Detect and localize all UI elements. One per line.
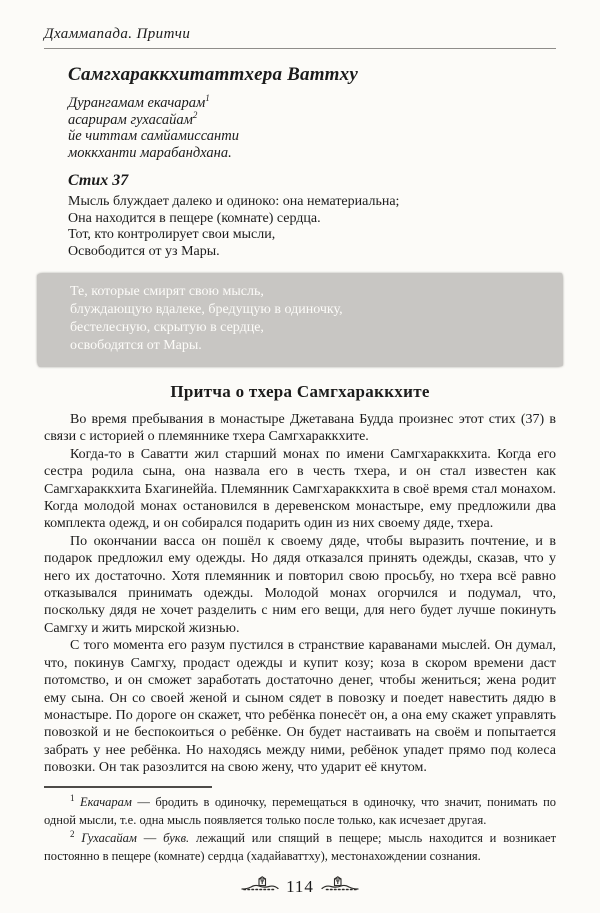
quote-line: бестелесную, скрытую в сердце, (70, 320, 264, 335)
footnote (44, 829, 556, 865)
paragraph: По окончании васса он пошёл к своему дяде, чтобы выразить почтение, и в подарок предложил ему одежды. Но дядя отказался принять одежды, сказав, что у него их достаточно. Хотя племянник и повторил свою просьбу, но тхера всё равно отказывался принимать одежды. Молодой монах огорчился и подумал, что, поскольку дядя не хочет разделить с ним его вещи, для него будет лучше покинуть Самгху и жить мирской жизнью. (44, 533, 556, 636)
verse-translation (68, 194, 556, 260)
footer-ornament-right-icon (321, 876, 359, 897)
footnote (44, 793, 556, 829)
pali-line-text: йе читтам самйамиссанти (68, 128, 239, 144)
footnote-divider (44, 786, 212, 788)
footer-ornament-left-icon (241, 876, 279, 897)
pali-line (68, 95, 556, 112)
footnote-lit-label: букв. (163, 830, 190, 845)
pali-line (68, 109, 556, 129)
page-number: 114 (286, 876, 314, 896)
footnote-dash: — (137, 794, 150, 809)
paragraph: Когда-то в Саватти жил старший монах по имени Самгхараккхита. Когда его сестра родила сына, она назвала его в честь тхера, и он стал известен как Самгхараккхита Бхагинеййа. Племянник Самгхараккхита в своё время стал монахом. Когда молодой монах остановился в деревенском монастыре, ему предложили два комплекта одежд, и он собирался подарить один из них своему дяде, тхера. (44, 446, 556, 532)
paragraph: С того момента его разум пустился в странствие караванами мыслей. Он думал, что, покинув Самгху, продаст одежды и купит козу; коза в скором времени даст потомство, и он сможет заработать достаточно денег, чтобы жениться; жена родит ему сына. Он со своей женой и сыном сядет в повозку и поедет навестить дядю в монастыре. По дороге он скажет, что ребёнка понесёт он, а она ему скажет управлять повозкой и не беспокоиться о ребёнке. Он будет настаивать на своём и попытается забрать у нее ребёнка. Но находясь между ними, ребёнок упадет прямо под колеса повозки. Он так разозлится на свою жену, что ударит её кнутом. (44, 638, 556, 776)
footnote-term: Гухасайам (81, 830, 137, 845)
translation-line: Мысль блуждает далеко и одиноко: она нематериальна; (68, 194, 400, 209)
translation-line: Тот, кто контролирует свои мысли, (68, 227, 276, 242)
footnote-marker: 2 (70, 828, 75, 839)
footnote-text: бродить в одиночку, перемещаться в одиночку, что значит, понимать по одной мысли, т.е. одна мысль появляется только после только, как исчезает другая. (44, 794, 557, 827)
quote-line: Те, которые смирят свою мысль, (70, 284, 264, 299)
alternate-translation-box (37, 273, 563, 367)
verse-number-heading: Стих 37 (68, 172, 129, 189)
quote-line: блуждающую вдалеке, бредущую в одиночку, (70, 302, 343, 317)
pali-line-text: моккханти марабандхана. (68, 144, 232, 161)
translation-line: Она находится в пещере (комнате) сердца. (68, 210, 321, 226)
quote-line: освободятся от Мары. (70, 338, 202, 353)
chapter-title: Самгхараккхитаттхера Ваттху (68, 64, 358, 85)
footnote-dash: — (143, 830, 157, 845)
pali-verse (68, 95, 556, 161)
page-footer (44, 876, 556, 899)
footnote-term: Екачарам (79, 794, 132, 809)
footnote-text: лежащий или спящий в пещере; мысль находится и возникает постоянно в пещере (комнате) сердца (хадайаваттху), местонахождении сознания. (44, 830, 557, 863)
pali-line-text: асарирам гухасайам (68, 111, 193, 128)
translation-line: Освободится от уз Мары. (68, 243, 220, 259)
footnote-ref-2: 2 (192, 109, 198, 120)
pali-line-text: Дурангамам екачарам (68, 95, 206, 111)
story-body (44, 411, 556, 777)
footnote-ref-1: 1 (205, 93, 210, 104)
paragraph: Во время пребывания в монастыре Джетавана Будда произнес этот стих (37) в связи с историей о племяннике тхера Самгхараккхите. (44, 412, 556, 445)
running-header: Дхаммапада. Притчи (44, 26, 556, 49)
story-heading: Притча о тхера Самгхараккхите (170, 382, 430, 401)
pali-line (68, 128, 556, 145)
footnote-marker: 1 (70, 792, 75, 803)
pali-line (68, 145, 556, 162)
